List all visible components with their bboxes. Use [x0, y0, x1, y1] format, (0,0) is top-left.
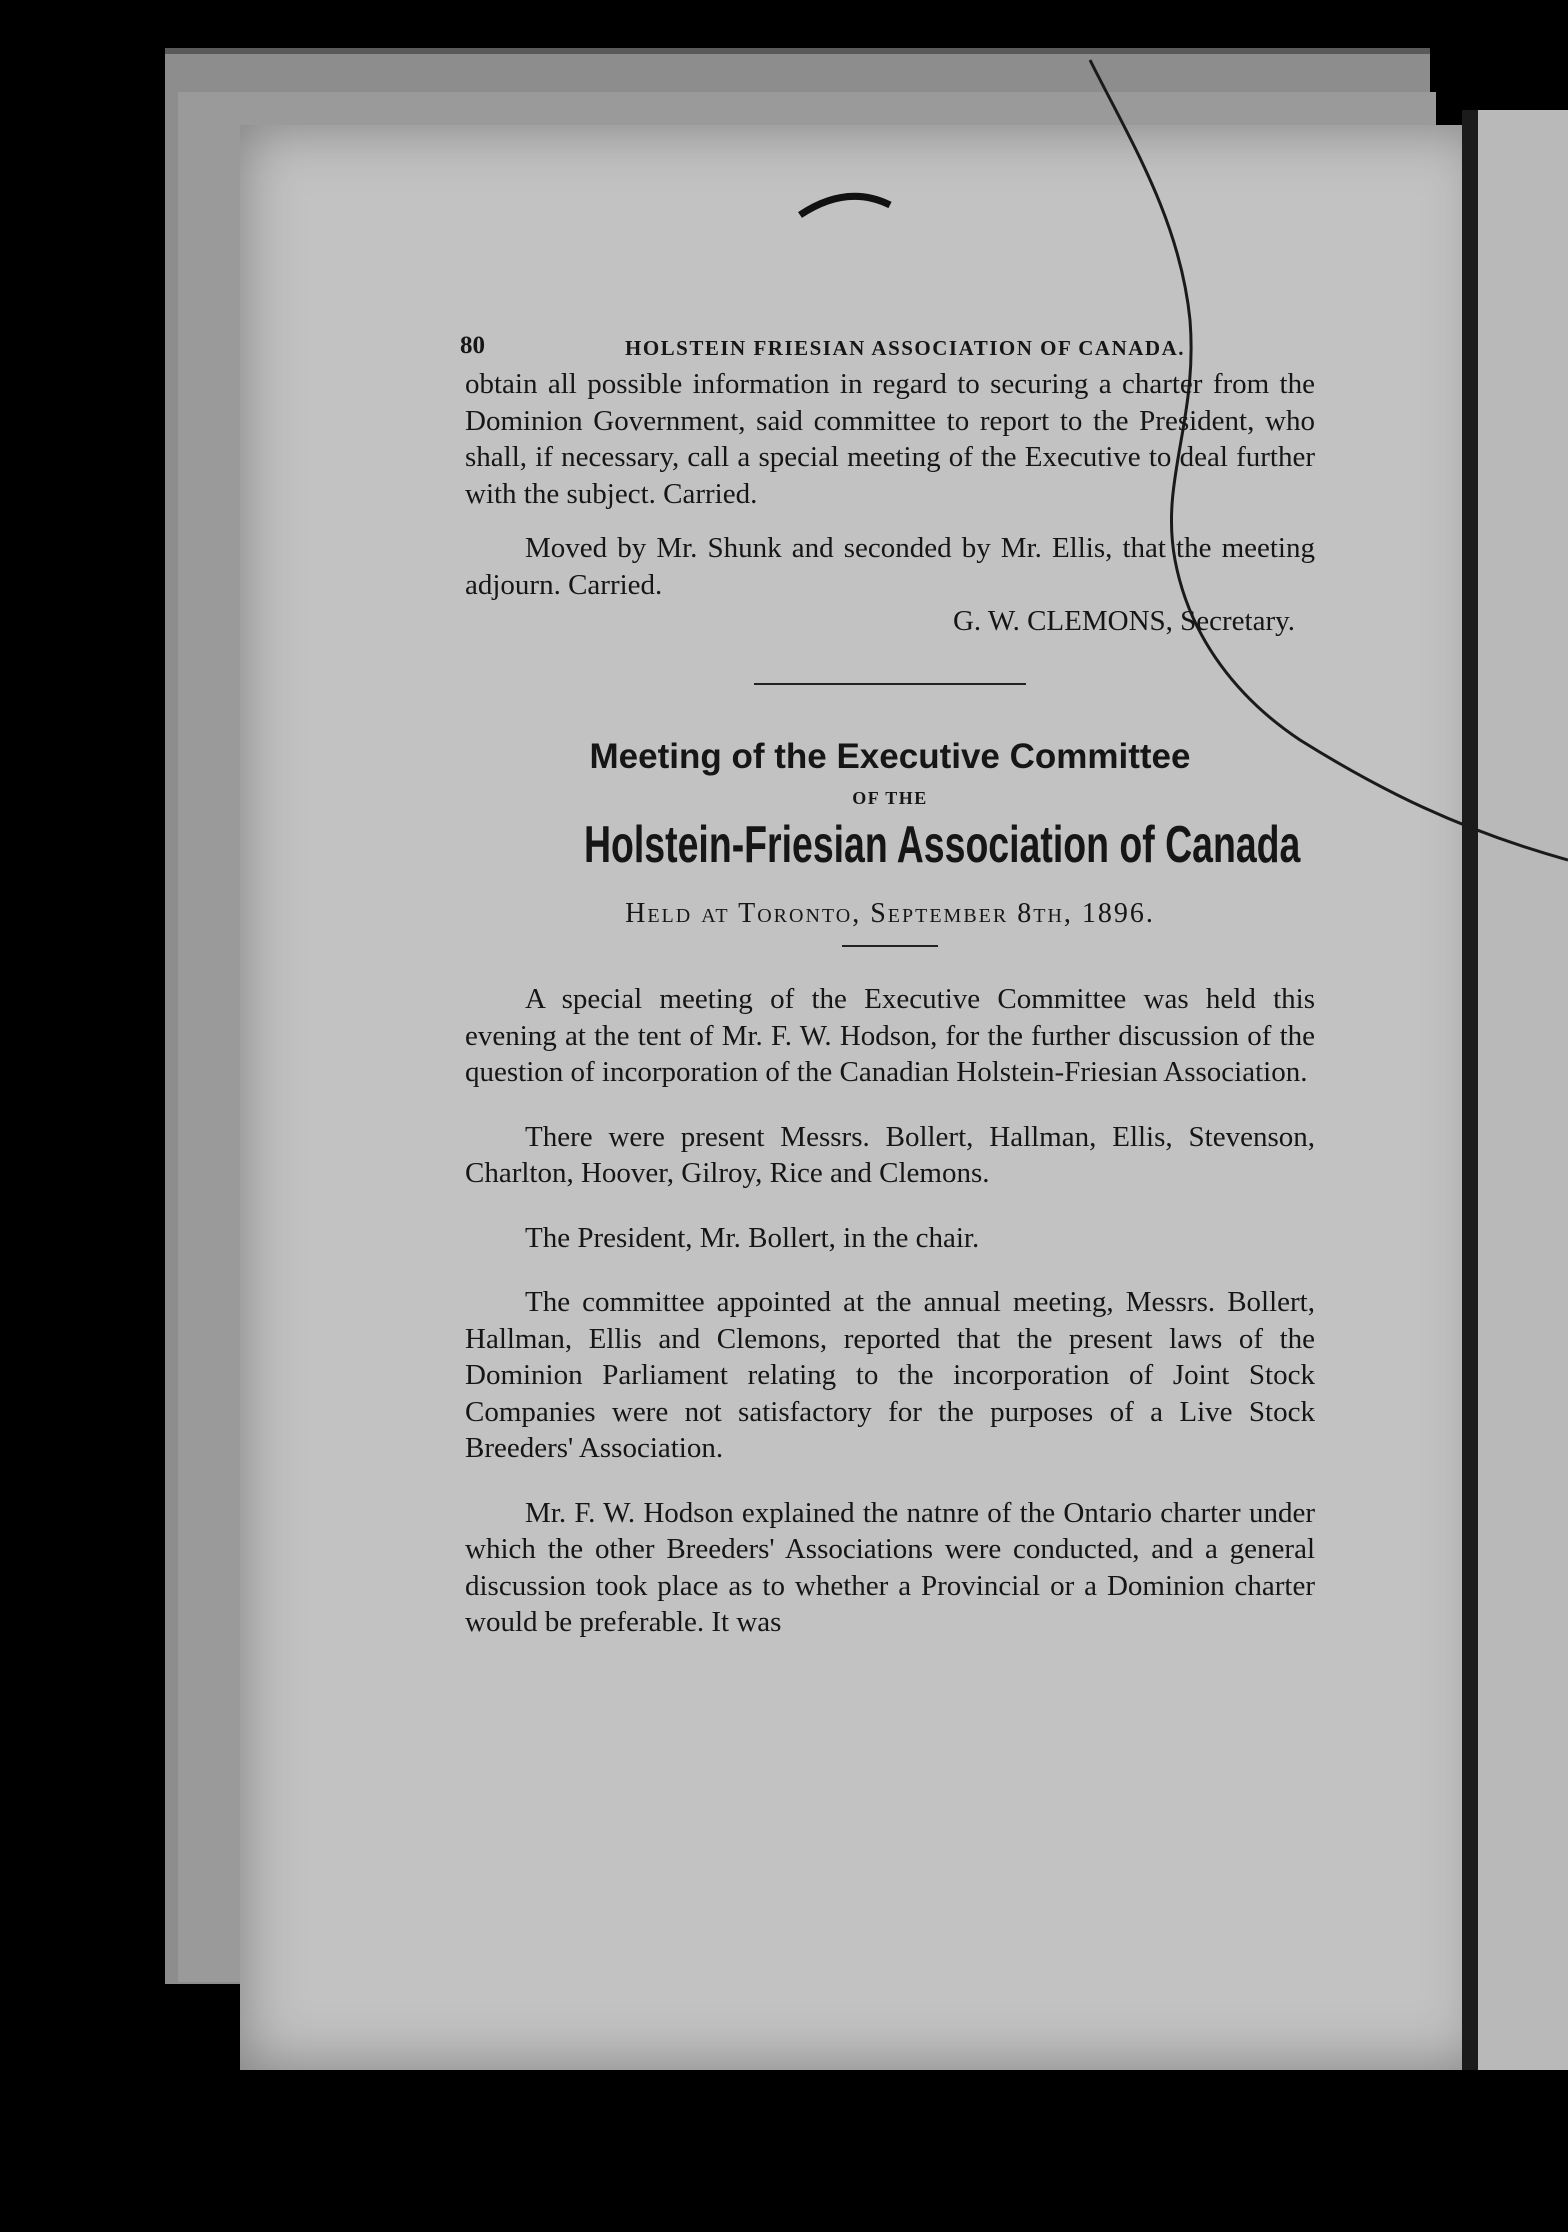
paragraph: A special meeting of the Executive Committee was held this evening at the tent of Mr. F. W. Hodson, for the further discussion of the question of incorporation of the Canadian Holstein-Friesian Association. — [465, 983, 1315, 1088]
association-title: Holstein-Friesian Association of Canada — [584, 816, 1301, 874]
paragraph: Moved by Mr. Shunk and seconded by Mr. Ellis, that the meeting adjourn. Carried. — [465, 532, 1315, 601]
paragraph: The President, Mr. Bollert, in the chair. — [525, 1221, 980, 1254]
running-head — [460, 330, 1315, 366]
of-the-label: OF THE — [852, 788, 928, 808]
signature: G. W. CLEMONS, Secretary. — [952, 605, 1295, 637]
meeting-title: Meeting of the Executive Committee — [589, 737, 1191, 776]
meeting-date: Held at Toronto, September 8th, 1896. — [625, 898, 1155, 929]
page-number: 80 — [460, 332, 485, 359]
paragraph: There were present Messrs. Bollert, Hallman, Ellis, Stevenson, Charlton, Hoover, Gilroy, Rice and Clemons. — [465, 1120, 1315, 1189]
paragraph: The committee appointed at the annual meeting, Messrs. Bollert, Hallman, Ellis and Clemons, reported that the present laws of the Dominion Parliament relating to the incorporation of Joint Stock Companies were not satisfactory for the purposes of a Live Stock Breeders' Association. — [465, 1286, 1315, 1464]
binding-spine — [1462, 110, 1478, 2070]
facing-page-edge — [1478, 110, 1568, 2070]
running-title: HOLSTEIN FRIESIAN ASSOCIATION OF CANADA. — [625, 336, 1186, 360]
paragraph: Mr. F. W. Hodson explained the natnre of the Ontario charter under which the other Breeders' Associations were conducted, and a general discussion took place as to whether a Provincial or a Dominion charter would be preferable. It was — [465, 1496, 1315, 1638]
paragraph: obtain all possible information in regard to securing a charter from the Dominion Government, said committee to report to the President, who shall, if necessary, call a special meeting of the Executive to deal further with the subject. Carried. — [465, 368, 1315, 510]
page-text — [460, 330, 1315, 1641]
